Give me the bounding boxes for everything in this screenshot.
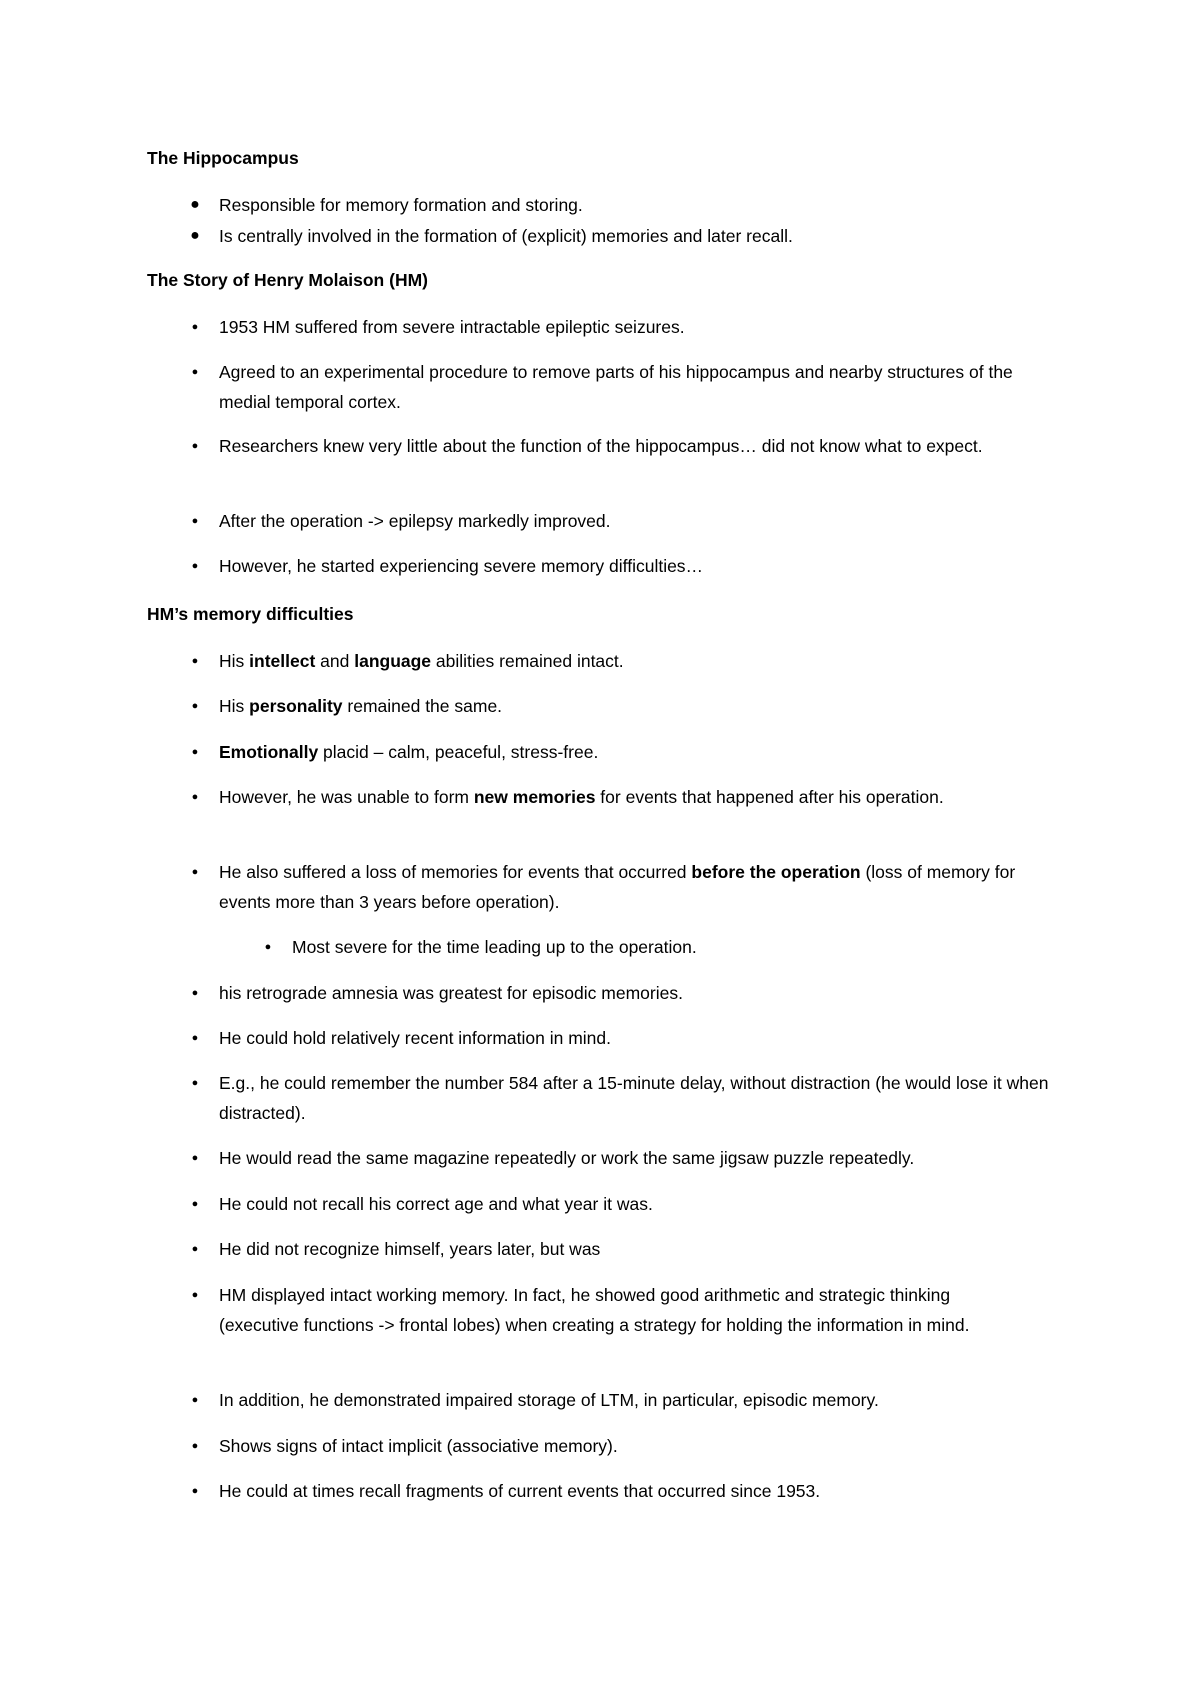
- bullet-icon: ●: [191, 1152, 199, 1164]
- bullet-icon: ●: [191, 440, 199, 452]
- list-item: ● 1953 HM suffered from severe intractable epileptic seizures.: [219, 312, 1059, 342]
- sub-list-item: ● Most severe for the time leading up to the operation.: [292, 932, 1072, 962]
- bullet-icon: ●: [264, 941, 272, 953]
- list-item: ● However, he was unable to form new memories for events that happened after his operation.: [219, 782, 1029, 812]
- bullet-icon: ●: [191, 366, 199, 378]
- bullet-icon: ●: [191, 515, 199, 527]
- list-item: ● However, he started experiencing severe memory difficulties…: [219, 551, 1059, 581]
- list-item: ● Responsible for memory formation and storing.: [219, 190, 1099, 220]
- bullet-icon: ●: [191, 700, 199, 712]
- list-item: ● After the operation -> epilepsy markedly improved.: [219, 506, 1059, 536]
- list-item: ● He could not recall his correct age and what year it was.: [219, 1189, 1059, 1219]
- list-item: ● He would read the same magazine repeatedly or work the same jigsaw puzzle repeatedly.: [219, 1143, 1079, 1173]
- bullet-icon: ●: [191, 746, 199, 758]
- list-item: ● Agreed to an experimental procedure to remove parts of his hippocampus and nearby structures of the medial temporal cortex.: [219, 357, 1059, 417]
- list-item: ● Shows signs of intact implicit (associative memory).: [219, 1431, 1059, 1461]
- section-heading-hm-story: The Story of Henry Molaison (HM): [147, 270, 428, 290]
- list-item: ● His intellect and language abilities remained intact.: [219, 646, 1059, 676]
- bullet-icon: ●: [191, 655, 199, 667]
- list-item: ● He could at times recall fragments of current events that occurred since 1953.: [219, 1476, 1079, 1506]
- list-item: ● His personality remained the same.: [219, 691, 1059, 721]
- bullet-icon: ●: [191, 1243, 199, 1255]
- bullet-icon: ●: [191, 987, 199, 999]
- bullet-icon: ●: [191, 1289, 199, 1301]
- bullet-icon: ●: [191, 1440, 199, 1452]
- bullet-icon: ●: [191, 1198, 199, 1210]
- list-item: ● In addition, he demonstrated impaired storage of LTM, in particular, episodic memory.: [219, 1385, 1079, 1415]
- bullet-icon: ●: [191, 866, 199, 878]
- bullet-icon: ●: [191, 1032, 199, 1044]
- bullet-icon: ●: [191, 1077, 199, 1089]
- list-item: ● HM displayed intact working memory. In fact, he showed good arithmetic and strategic thinking (executive functions -> frontal lobes) when creating a strategy for holding the information in mind.: [219, 1280, 1029, 1340]
- list-item: ● E.g., he could remember the number 584 after a 15-minute delay, without distraction (he would lose it when distracted).: [219, 1068, 1059, 1128]
- section-heading-hippocampus: The Hippocampus: [147, 148, 299, 168]
- list-item: ● Emotionally placid – calm, peaceful, stress-free.: [219, 737, 1059, 767]
- bullet-icon: ●: [191, 1394, 199, 1406]
- list-item: ● Researchers knew very little about the function of the hippocampus… did not know what to expect.: [219, 431, 1059, 461]
- list-item: ● his retrograde amnesia was greatest for episodic memories.: [219, 978, 1059, 1008]
- bullet-icon: ●: [191, 560, 199, 572]
- bullet-icon: ●: [190, 227, 200, 244]
- bullet-icon: ●: [190, 196, 200, 213]
- bullet-icon: ●: [191, 1485, 199, 1497]
- list-item: ● He did not recognize himself, years later, but was: [219, 1234, 1059, 1264]
- bullet-icon: ●: [191, 321, 199, 333]
- bullet-icon: ●: [191, 791, 199, 803]
- list-item: ● He also suffered a loss of memories for events that occurred before the operation (loss of memory for events more than 3 years before operation).: [219, 857, 1059, 917]
- list-item: ● Is centrally involved in the formation of (explicit) memories and later recall.: [219, 221, 1099, 251]
- section-heading-hm-difficulties: HM’s memory difficulties: [147, 604, 354, 624]
- list-item: ● He could hold relatively recent information in mind.: [219, 1023, 1059, 1053]
